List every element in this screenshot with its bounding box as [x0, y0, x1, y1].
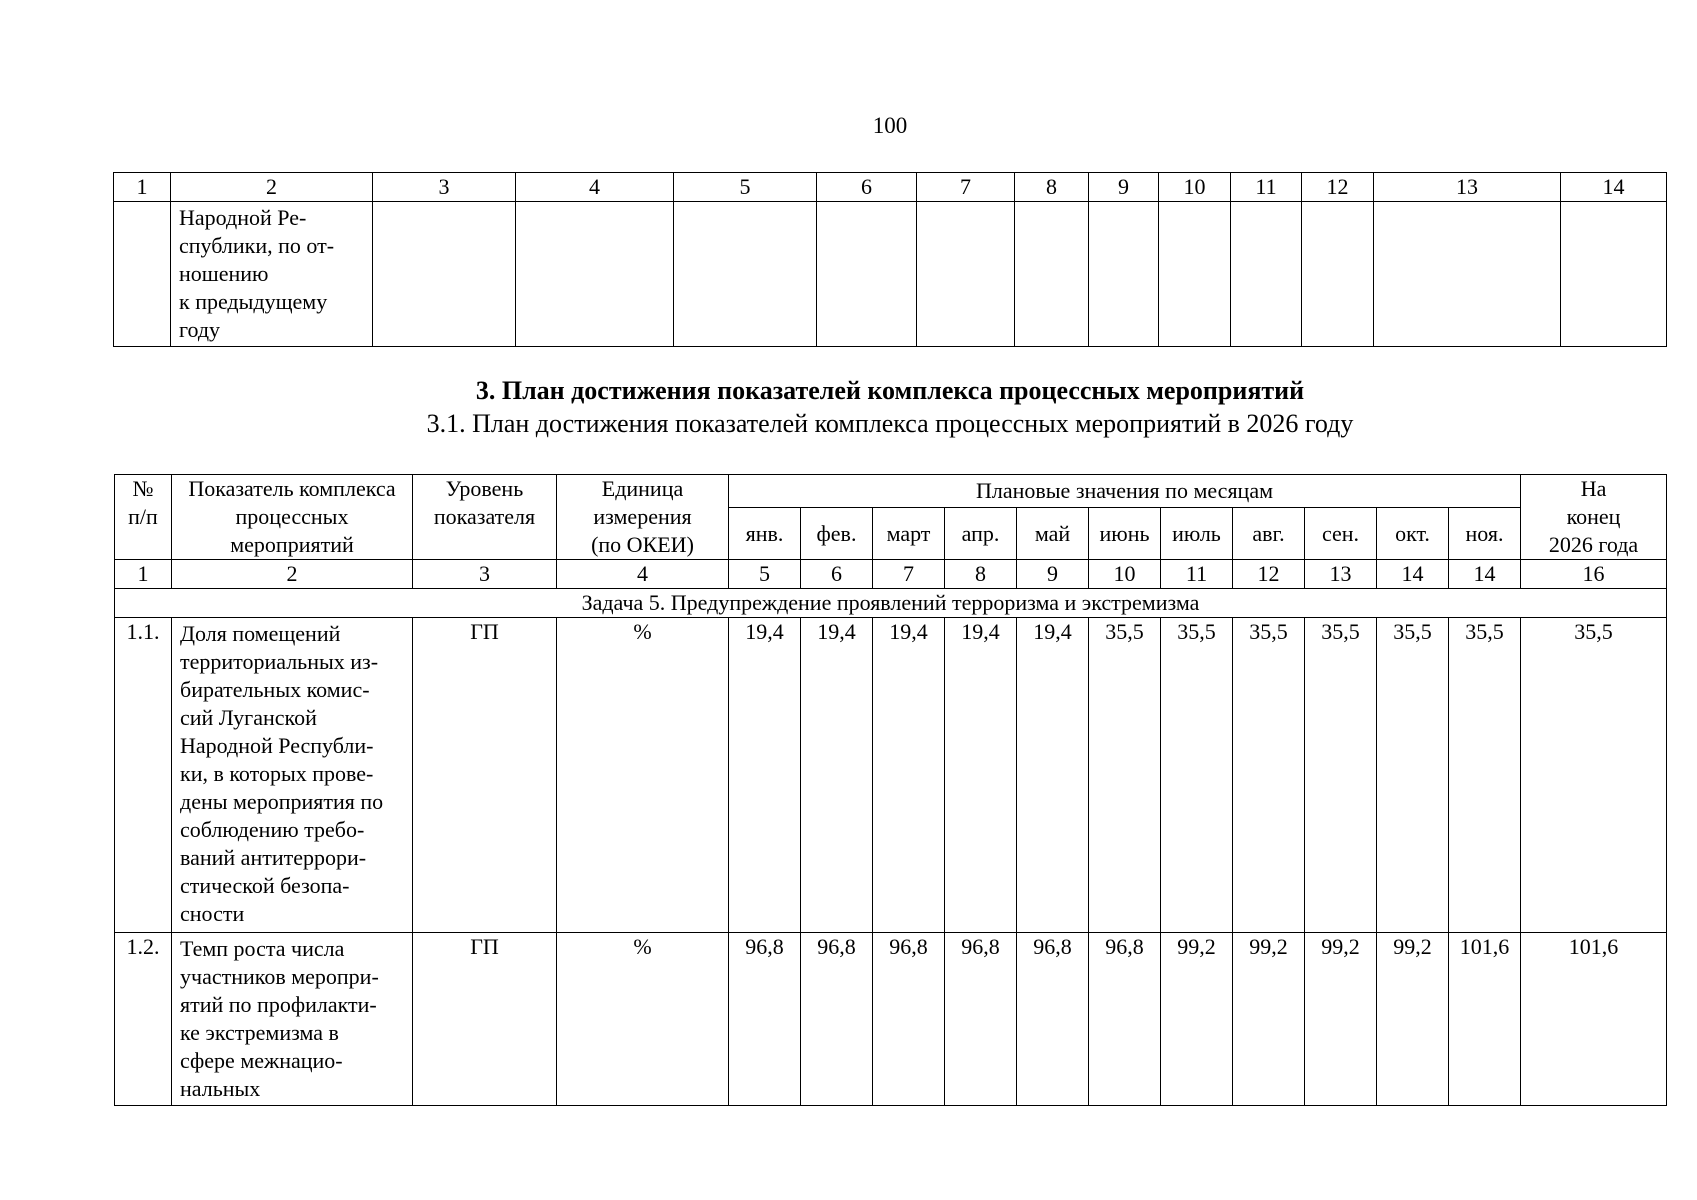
- column-number: 1: [114, 173, 171, 202]
- text-line: нальных: [180, 1076, 261, 1101]
- column-number: 5: [729, 560, 801, 589]
- month-value: 35,5: [1377, 618, 1449, 933]
- text-line: ваний антитеррори-: [180, 845, 367, 870]
- continuation-cell: [1561, 202, 1667, 347]
- column-number: 1: [115, 560, 172, 589]
- column-number: 8: [1015, 173, 1089, 202]
- month-value: 99,2: [1305, 933, 1377, 1106]
- header-line: На: [1580, 476, 1607, 501]
- month-value: 19,4: [945, 618, 1017, 933]
- month-header: окт.: [1377, 508, 1449, 560]
- month-value: 96,8: [729, 933, 801, 1106]
- month-header: май: [1017, 508, 1089, 560]
- month-value: 101,6: [1449, 933, 1521, 1106]
- month-value: 19,4: [801, 618, 873, 933]
- section-title: 3. План достижения показателей комплекса процессных мероприятий: [475, 376, 1305, 405]
- continuation-cell: [1374, 202, 1561, 347]
- header-line: показателя: [433, 504, 536, 529]
- text-line: Доля помещений: [180, 621, 341, 646]
- column-number: 12: [1302, 173, 1374, 202]
- indicator-cell: [172, 618, 413, 933]
- column-number: 4: [557, 560, 729, 589]
- text-line: Народной Ре-: [179, 205, 307, 230]
- text-line: ке экстремизма в: [180, 1020, 339, 1045]
- month-value: 35,5: [1233, 618, 1305, 933]
- level-cell: ГП: [413, 933, 557, 1106]
- text-line: сий Луганской: [180, 705, 317, 730]
- header-line: 2026 года: [1548, 532, 1639, 557]
- header-end-of-year: [1521, 475, 1667, 560]
- column-number: 13: [1374, 173, 1561, 202]
- column-number: 4: [516, 173, 674, 202]
- month-header: апр.: [945, 508, 1017, 560]
- page-number: 100: [872, 113, 908, 138]
- column-number: 6: [817, 173, 917, 202]
- text-line: соблюдению требо-: [180, 817, 365, 842]
- task-label: Задача 5. Предупреждение проявлений терроризма и экстремизма: [115, 589, 1667, 618]
- column-number: 7: [873, 560, 945, 589]
- month-value: 96,8: [1017, 933, 1089, 1106]
- month-header: июль: [1161, 508, 1233, 560]
- column-number: 11: [1231, 173, 1302, 202]
- header-indicator: [172, 475, 413, 560]
- month-value: 35,5: [1161, 618, 1233, 933]
- column-number: 14: [1377, 560, 1449, 589]
- text-line: участников меропри-: [180, 964, 379, 989]
- text-line: территориальных из-: [180, 649, 379, 674]
- header-line: измерения: [593, 504, 692, 529]
- header-planned: Плановые значения по месяцам: [729, 475, 1521, 508]
- continuation-cell-num: [114, 202, 171, 347]
- column-number: 11: [1161, 560, 1233, 589]
- text-line: Темп роста числа: [180, 936, 345, 961]
- text-line: ки, в которых прове-: [180, 761, 374, 786]
- column-number: 2: [172, 560, 413, 589]
- table-row: [115, 618, 1667, 933]
- text-line: Народной Республи-: [180, 733, 374, 758]
- continuation-cell: [674, 202, 817, 347]
- header-line: Уровень: [445, 476, 524, 501]
- header-num: [115, 475, 172, 560]
- month-value: 99,2: [1161, 933, 1233, 1106]
- column-number: 14: [1449, 560, 1521, 589]
- text-line: бирательных комис-: [180, 677, 370, 702]
- column-number: 16: [1521, 560, 1667, 589]
- month-header: фев.: [801, 508, 873, 560]
- continuation-cell: [817, 202, 917, 347]
- text-line: ношению: [179, 261, 269, 286]
- continuation-cell: [917, 202, 1015, 347]
- column-number: 10: [1159, 173, 1231, 202]
- continuation-cell: [1089, 202, 1159, 347]
- header-line: мероприятий: [230, 532, 354, 557]
- table-row: [115, 933, 1667, 1106]
- text-line: спублики, по от-: [179, 233, 335, 258]
- indicator-cell: [172, 933, 413, 1106]
- month-header: ноя.: [1449, 508, 1521, 560]
- column-number: 9: [1017, 560, 1089, 589]
- indicator-text: [172, 618, 412, 930]
- column-number: 13: [1305, 560, 1377, 589]
- section-subtitle: 3.1. План достижения показателей комплекса процессных мероприятий в 2026 году: [426, 409, 1354, 438]
- month-header: июнь: [1089, 508, 1161, 560]
- task-row: [115, 589, 1667, 618]
- header-line: Показатель комплекса: [188, 476, 396, 501]
- continuation-cell: [1015, 202, 1089, 347]
- column-number: 9: [1089, 173, 1159, 202]
- unit-cell: %: [557, 933, 729, 1106]
- month-header: янв.: [729, 508, 801, 560]
- unit-cell: %: [557, 618, 729, 933]
- text-line: к предыдущему: [179, 289, 328, 314]
- column-number: 2: [171, 173, 373, 202]
- month-value: 19,4: [729, 618, 801, 933]
- row-number: 1.1.: [115, 618, 172, 933]
- plan-table: [114, 474, 1667, 1106]
- month-value: 35,5: [1089, 618, 1161, 933]
- header-line: процессных: [235, 504, 349, 529]
- month-value: 96,8: [945, 933, 1017, 1106]
- text-line: дены мероприятия по: [180, 789, 384, 814]
- month-value: 96,8: [801, 933, 873, 1106]
- header-line: (по ОКЕИ): [591, 532, 694, 557]
- month-value: 99,2: [1377, 933, 1449, 1106]
- column-number: 8: [945, 560, 1017, 589]
- end-value: 35,5: [1521, 618, 1667, 933]
- column-numbers-row: [115, 560, 1667, 589]
- indicator-text: [172, 933, 412, 1105]
- continuation-cell: [1302, 202, 1374, 347]
- month-value: 96,8: [1089, 933, 1161, 1106]
- month-value: 96,8: [873, 933, 945, 1106]
- continuation-header-row: [114, 173, 1667, 202]
- month-header: сен.: [1305, 508, 1377, 560]
- level-cell: ГП: [413, 618, 557, 933]
- month-value: 19,4: [873, 618, 945, 933]
- end-value: 101,6: [1521, 933, 1667, 1106]
- column-number: 3: [373, 173, 516, 202]
- text-line: году: [179, 317, 221, 342]
- continuation-indicator-text: [171, 202, 372, 346]
- continuation-cell: [1231, 202, 1302, 347]
- column-number: 3: [413, 560, 557, 589]
- text-line: сности: [180, 901, 245, 926]
- header-level: [413, 475, 557, 560]
- continuation-table: [113, 172, 1667, 347]
- text-line: сфере межнацио-: [180, 1048, 343, 1073]
- continuation-cell: [373, 202, 516, 347]
- column-number: 7: [917, 173, 1015, 202]
- continuation-cell-indicator: [171, 202, 373, 347]
- plan-header-row: [115, 475, 1667, 508]
- month-value: 19,4: [1017, 618, 1089, 933]
- month-value: 99,2: [1233, 933, 1305, 1106]
- continuation-cell: [1159, 202, 1231, 347]
- month-header: март: [873, 508, 945, 560]
- text-line: стической безопа-: [180, 873, 350, 898]
- month-header: авг.: [1233, 508, 1305, 560]
- continuation-body-row: [114, 202, 1667, 347]
- column-number: 5: [674, 173, 817, 202]
- continuation-cell: [516, 202, 674, 347]
- header-unit: [557, 475, 729, 560]
- header-line: конец: [1566, 504, 1621, 529]
- header-line: №: [132, 476, 154, 501]
- column-number: 6: [801, 560, 873, 589]
- text-line: ятий по профилакти-: [180, 992, 377, 1017]
- column-number: 14: [1561, 173, 1667, 202]
- month-value: 35,5: [1449, 618, 1521, 933]
- column-number: 12: [1233, 560, 1305, 589]
- header-line: п/п: [128, 504, 158, 529]
- month-value: 35,5: [1305, 618, 1377, 933]
- column-number: 10: [1089, 560, 1161, 589]
- header-line: Единица: [601, 476, 684, 501]
- row-number: 1.2.: [115, 933, 172, 1106]
